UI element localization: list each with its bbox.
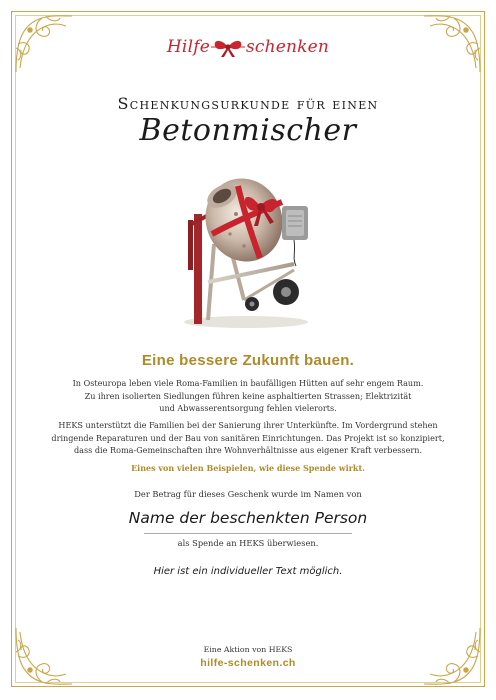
amount-text: Der Betrag für dieses Geschenk wurde im Namen von: [134, 489, 362, 499]
paragraph-1-line: In Osteuropa leben viele Roma-Familien in baufälligen Hütten auf sehr engem Raum.: [72, 378, 424, 388]
certificate-title: Betonmischer: [139, 113, 357, 148]
paragraph-1: [40, 377, 456, 415]
hilfe-schenken-logo: [0, 36, 496, 58]
certificate-heading: Schenkungsurkunde für einen: [117, 94, 379, 113]
logo-word-right: schenken: [245, 37, 330, 57]
recipient-underline: [144, 533, 352, 534]
corner-flourish-icon: [12, 624, 76, 688]
donation-text: als Spende an HEKS überwiesen.: [177, 538, 319, 548]
paragraph-2-line: HEKS unterstützt die Familien bei der Sanierung ihrer Unterkünfte. Im Vordergrund stehen: [58, 420, 438, 430]
logo-word-left: Hilfe: [166, 37, 210, 57]
paragraph-1-line: und Abwasserentsorgung fehlen vielerorts.: [159, 403, 337, 414]
paragraph-1-line: Zu ihren isolierten Siedlungen führen keine asphaltierten Strassen; Elektrizität: [84, 390, 412, 401]
concrete-mixer-image: [174, 162, 320, 332]
gift-bow-icon: [211, 36, 245, 58]
paragraph-2-line: dringende Reparaturen und der Bau von sanitären Einrichtungen. Das Projekt ist so konzipiert,: [51, 432, 445, 443]
paragraph-2: [40, 419, 456, 457]
custom-text: Hier ist ein individueller Text möglich.: [153, 566, 343, 577]
paragraph-2-line: dass die Roma-Gemeinschaften ihre Wohnverhältnisse aus eigener Kraft verbessern.: [73, 445, 423, 456]
footer-url-link[interactable]: hilfe-schenken.ch: [200, 657, 296, 669]
recipient-name: Name der beschenkten Person: [128, 509, 368, 527]
example-line: Eines von vielen Beispielen, wie diese Spende wirkt.: [131, 463, 365, 473]
headline: Eine bessere Zukunft bauen.: [141, 352, 355, 369]
corner-flourish-icon: [420, 624, 484, 688]
footer-action-text: Eine Aktion von HEKS: [203, 645, 293, 654]
